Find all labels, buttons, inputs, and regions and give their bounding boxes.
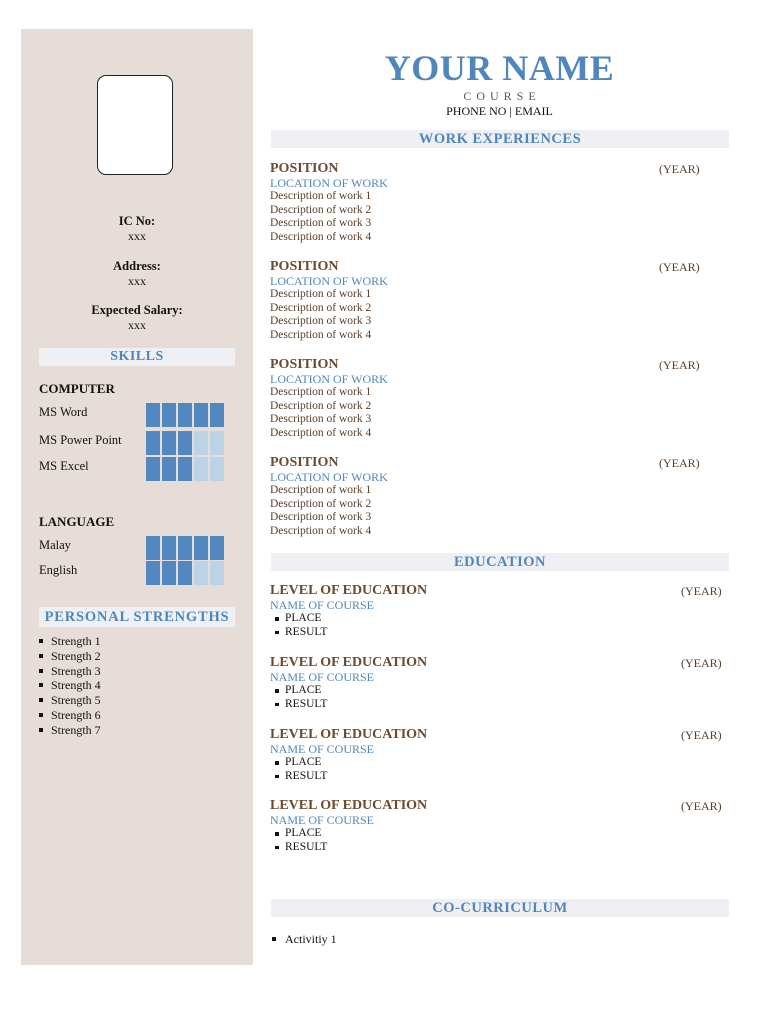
strengths-heading: PERSONAL STRENGTHS bbox=[39, 607, 235, 627]
job-entry bbox=[270, 161, 710, 244]
job-position: POSITION bbox=[270, 357, 339, 372]
photo-placeholder bbox=[97, 75, 173, 175]
strength-text: Strength 2 bbox=[51, 648, 101, 663]
square-bullet-icon bbox=[275, 775, 279, 779]
education-result: RESULT bbox=[285, 769, 328, 782]
detail-label: IC No: bbox=[118, 214, 156, 228]
square-bullet-icon bbox=[39, 639, 43, 643]
education-year: (YEAR) bbox=[681, 728, 722, 742]
skill-name: MS Excel bbox=[39, 459, 89, 473]
level-cell-filled bbox=[194, 403, 208, 427]
skill-level-bar bbox=[146, 431, 224, 455]
level-cell-filled bbox=[162, 431, 176, 455]
level-cell-filled bbox=[146, 536, 160, 560]
level-cell-filled bbox=[178, 561, 192, 585]
list-item bbox=[270, 612, 725, 626]
language-level-bar bbox=[146, 561, 224, 585]
education-result: RESULT bbox=[285, 840, 328, 853]
square-bullet-icon bbox=[39, 728, 43, 732]
job-description: Description of work 3 bbox=[270, 511, 372, 523]
square-bullet-icon bbox=[39, 654, 43, 658]
level-cell-filled bbox=[162, 561, 176, 585]
level-cell-filled bbox=[162, 403, 176, 427]
skill-name: MS Word bbox=[39, 405, 88, 419]
list-item bbox=[39, 723, 101, 738]
list-item bbox=[270, 698, 725, 712]
list-item bbox=[270, 841, 725, 855]
education-entry bbox=[270, 583, 725, 639]
level-cell-empty bbox=[194, 431, 208, 455]
language-name: Malay bbox=[39, 538, 71, 552]
language-row bbox=[39, 561, 239, 585]
education-result: RESULT bbox=[285, 697, 328, 710]
candidate-name: YOUR NAME bbox=[384, 48, 615, 88]
job-year: (YEAR) bbox=[659, 456, 700, 470]
square-bullet-icon bbox=[39, 698, 43, 702]
education-entry bbox=[270, 655, 725, 711]
level-cell-filled bbox=[178, 536, 192, 560]
list-item bbox=[39, 634, 101, 649]
level-cell-empty bbox=[194, 457, 208, 481]
cocurriculum-list bbox=[271, 932, 337, 947]
job-year: (YEAR) bbox=[659, 358, 700, 372]
square-bullet-icon bbox=[275, 689, 279, 693]
job-description: Description of work 3 bbox=[270, 217, 372, 229]
job-entry bbox=[270, 455, 710, 538]
detail-salary bbox=[21, 303, 253, 333]
list-item bbox=[270, 684, 725, 698]
job-description: Description of work 1 bbox=[270, 484, 372, 496]
level-cell-filled bbox=[178, 431, 192, 455]
list-item bbox=[270, 770, 725, 784]
job-location: LOCATION OF WORK bbox=[270, 372, 388, 386]
square-bullet-icon bbox=[39, 669, 43, 673]
education-level: LEVEL OF EDUCATION bbox=[270, 727, 428, 742]
level-cell-filled bbox=[146, 457, 160, 481]
job-description: Description of work 2 bbox=[270, 399, 372, 412]
cocurriculum-heading: CO-CURRICULUM bbox=[271, 899, 729, 917]
strengths-list bbox=[39, 634, 101, 738]
level-cell-filled bbox=[210, 536, 224, 560]
course-subtitle: COURSE bbox=[463, 89, 541, 103]
education-details bbox=[270, 827, 725, 854]
job-description: Description of work 4 bbox=[270, 524, 372, 537]
strength-text: Strength 3 bbox=[51, 663, 101, 678]
list-item bbox=[270, 626, 725, 640]
list-item bbox=[39, 664, 101, 679]
computer-heading: COMPUTER bbox=[39, 381, 115, 396]
square-bullet-icon bbox=[275, 703, 279, 707]
strength-text: Strength 1 bbox=[51, 634, 101, 648]
activity-text: Activitiy 1 bbox=[285, 932, 337, 946]
education-level: LEVEL OF EDUCATION bbox=[270, 583, 428, 598]
education-level: LEVEL OF EDUCATION bbox=[270, 655, 428, 670]
education-heading: EDUCATION bbox=[271, 553, 729, 571]
job-location: LOCATION OF WORK bbox=[270, 176, 388, 190]
level-cell-filled bbox=[146, 561, 160, 585]
job-position: POSITION bbox=[270, 455, 339, 470]
job-position: POSITION bbox=[270, 161, 339, 176]
square-bullet-icon bbox=[275, 832, 279, 836]
level-cell-filled bbox=[178, 403, 192, 427]
job-year: (YEAR) bbox=[659, 162, 700, 176]
square-bullet-icon bbox=[275, 761, 279, 765]
detail-address bbox=[21, 259, 253, 289]
strength-text: Strength 7 bbox=[51, 722, 101, 737]
job-entry bbox=[270, 357, 710, 440]
level-cell-filled bbox=[210, 403, 224, 427]
job-location: LOCATION OF WORK bbox=[270, 274, 388, 288]
job-description: Description of work 4 bbox=[270, 230, 372, 243]
level-cell-empty bbox=[194, 561, 208, 585]
job-description: Description of work 4 bbox=[270, 328, 372, 341]
education-year: (YEAR) bbox=[681, 656, 722, 670]
language-level-bar bbox=[146, 536, 224, 560]
contact-line: PHONE NO | EMAIL bbox=[446, 104, 553, 118]
square-bullet-icon bbox=[275, 846, 279, 850]
square-bullet-icon bbox=[39, 713, 43, 717]
list-item bbox=[39, 693, 101, 708]
language-row bbox=[39, 536, 239, 560]
strength-text: Strength 6 bbox=[51, 707, 101, 722]
education-details bbox=[270, 756, 725, 783]
education-place: PLACE bbox=[285, 827, 322, 839]
detail-value: xxx bbox=[128, 318, 146, 332]
job-description: Description of work 2 bbox=[270, 497, 372, 510]
education-course: NAME OF COURSE bbox=[270, 813, 375, 827]
level-cell-empty bbox=[210, 431, 224, 455]
education-place: PLACE bbox=[285, 756, 322, 768]
level-cell-filled bbox=[178, 457, 192, 481]
square-bullet-icon bbox=[39, 683, 43, 687]
list-item bbox=[270, 827, 725, 841]
level-cell-filled bbox=[146, 403, 160, 427]
job-description: Description of work 1 bbox=[270, 386, 372, 398]
detail-label: Address: bbox=[113, 259, 161, 273]
job-year: (YEAR) bbox=[659, 260, 700, 274]
list-item bbox=[39, 649, 101, 664]
strength-text: Strength 4 bbox=[51, 678, 101, 693]
level-cell-filled bbox=[162, 457, 176, 481]
skill-level-bar bbox=[146, 457, 224, 481]
square-bullet-icon bbox=[272, 937, 276, 941]
education-course: NAME OF COURSE bbox=[270, 670, 375, 684]
education-entry bbox=[270, 727, 725, 783]
job-description: Description of work 1 bbox=[270, 288, 372, 300]
list-item bbox=[39, 708, 101, 723]
job-description: Description of work 1 bbox=[270, 190, 372, 202]
square-bullet-icon bbox=[275, 631, 279, 635]
education-level: LEVEL OF EDUCATION bbox=[270, 798, 428, 813]
education-place: PLACE bbox=[285, 612, 322, 624]
education-course: NAME OF COURSE bbox=[270, 742, 375, 756]
level-cell-empty bbox=[210, 457, 224, 481]
job-position: POSITION bbox=[270, 259, 339, 274]
list-item bbox=[270, 756, 725, 770]
detail-value: xxx bbox=[128, 274, 146, 288]
strength-text: Strength 5 bbox=[51, 693, 101, 708]
level-cell-filled bbox=[194, 536, 208, 560]
skill-row bbox=[39, 457, 239, 481]
square-bullet-icon bbox=[275, 617, 279, 621]
skill-row bbox=[39, 403, 239, 427]
job-description: Description of work 2 bbox=[270, 203, 372, 216]
skills-heading: SKILLS bbox=[39, 348, 235, 366]
job-description: Description of work 3 bbox=[270, 315, 372, 327]
education-course: NAME OF COURSE bbox=[270, 598, 375, 612]
language-heading: LANGUAGE bbox=[39, 514, 115, 529]
skill-name: MS Power Point bbox=[39, 433, 122, 447]
job-description: Description of work 3 bbox=[270, 413, 372, 425]
education-details bbox=[270, 612, 725, 639]
level-cell-filled bbox=[162, 536, 176, 560]
language-name: English bbox=[39, 563, 78, 577]
list-item bbox=[271, 932, 337, 947]
job-entry bbox=[270, 259, 710, 342]
list-item bbox=[39, 678, 101, 693]
level-cell-empty bbox=[210, 561, 224, 585]
education-year: (YEAR) bbox=[681, 799, 722, 813]
job-location: LOCATION OF WORK bbox=[270, 470, 388, 484]
detail-label: Expected Salary: bbox=[91, 303, 183, 317]
education-year: (YEAR) bbox=[681, 584, 722, 598]
detail-ic bbox=[21, 214, 253, 244]
detail-value: xxx bbox=[128, 229, 146, 243]
education-details bbox=[270, 684, 725, 711]
skill-level-bar bbox=[146, 403, 224, 427]
education-entry bbox=[270, 798, 725, 854]
job-description: Description of work 4 bbox=[270, 426, 372, 439]
education-result: RESULT bbox=[285, 625, 328, 638]
education-place: PLACE bbox=[285, 684, 322, 696]
sidebar bbox=[21, 29, 253, 965]
work-heading: WORK EXPERIENCES bbox=[271, 130, 729, 148]
skill-row bbox=[39, 431, 239, 455]
level-cell-filled bbox=[146, 431, 160, 455]
job-description: Description of work 2 bbox=[270, 301, 372, 314]
